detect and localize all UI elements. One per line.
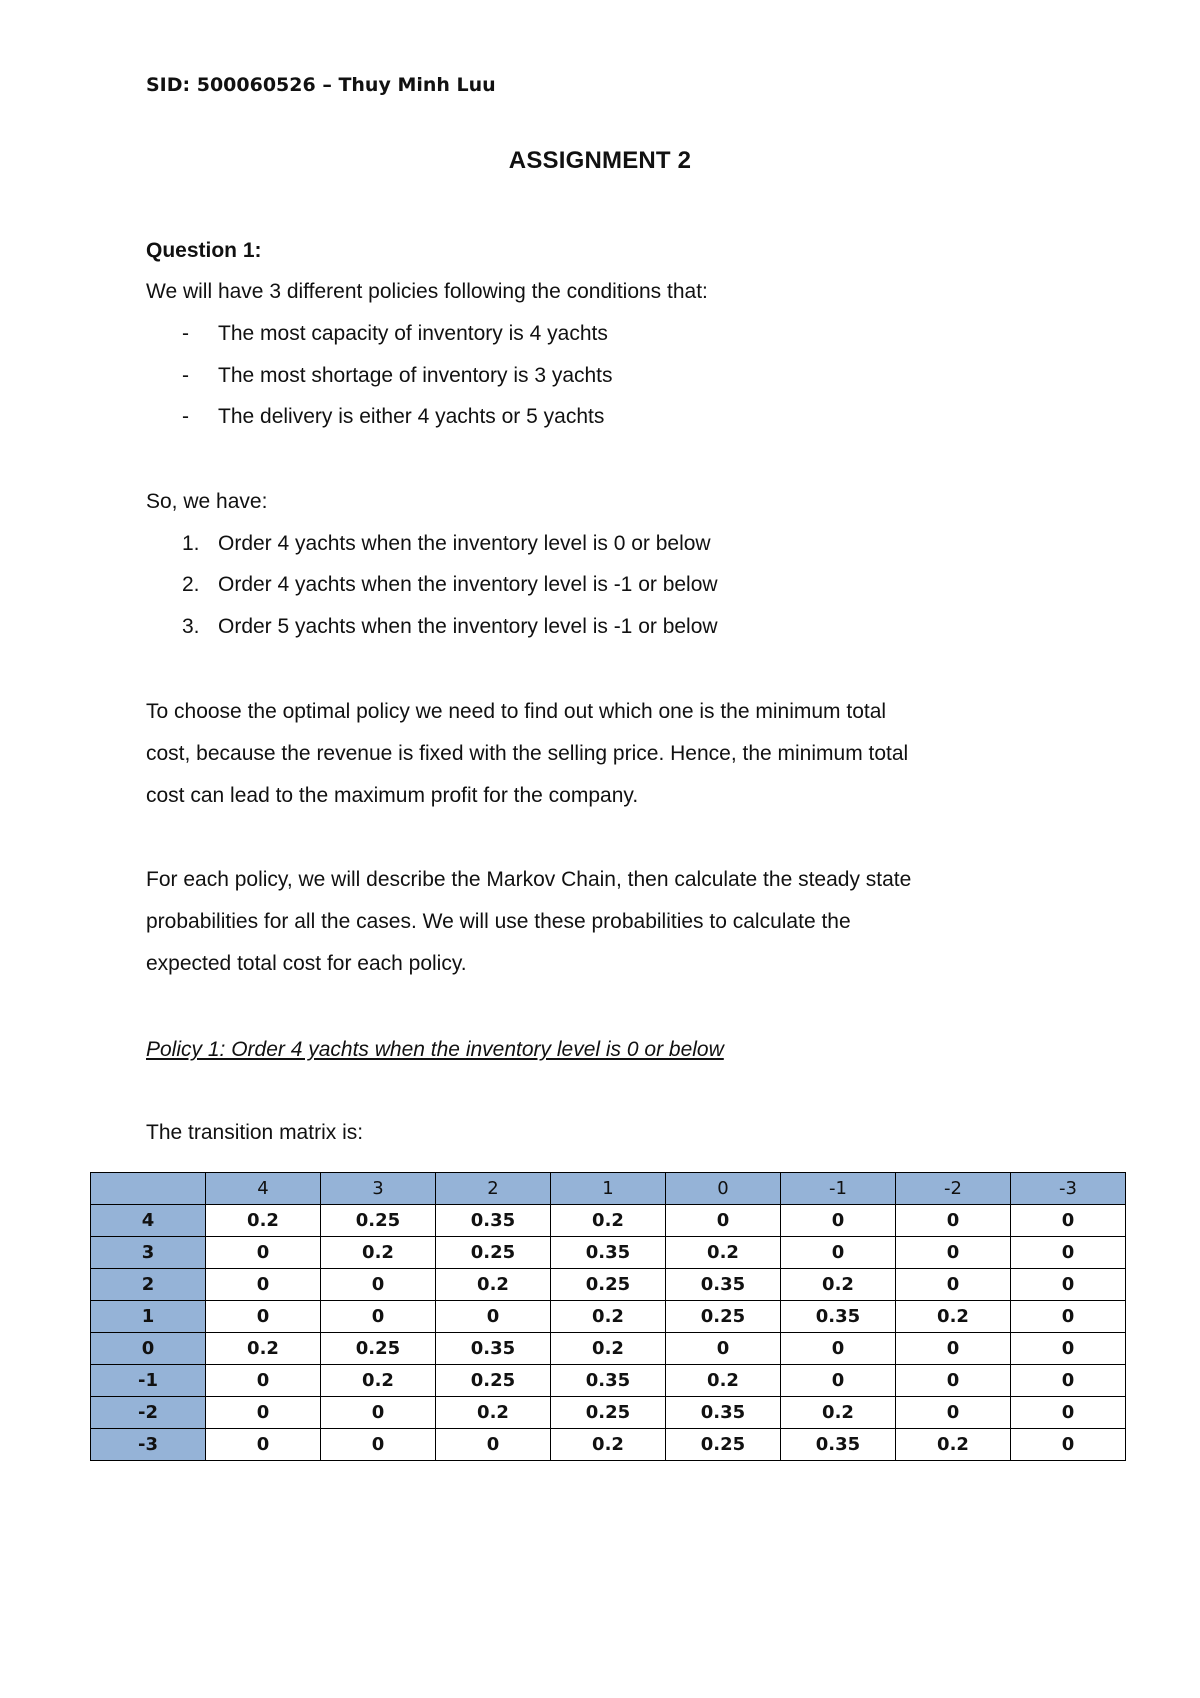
matrix-intro: The transition matrix is:	[146, 1121, 364, 1144]
matrix-column-header: 4	[206, 1173, 321, 1205]
matrix-cell: 0	[206, 1301, 321, 1333]
matrix-cell: 0.35	[666, 1397, 781, 1429]
matrix-cell: 0	[896, 1269, 1011, 1301]
policy-list-item	[182, 615, 718, 639]
list-number: 1.	[182, 532, 200, 555]
matrix-cell: 0.25	[436, 1237, 551, 1269]
document-title: ASSIGNMENT 2	[508, 147, 692, 174]
matrix-column-header: 1	[551, 1173, 666, 1205]
policy-text: Order 4 yachts when the inventory level is -1 or below	[218, 573, 718, 596]
question-heading: Question 1:	[146, 239, 262, 262]
matrix-cell: 0.2	[551, 1205, 666, 1237]
matrix-row-label: -2	[91, 1397, 206, 1429]
matrix-corner-cell	[91, 1173, 206, 1205]
matrix-row-label: 4	[91, 1205, 206, 1237]
matrix-header-row	[91, 1173, 1126, 1205]
matrix-cell: 0.2	[321, 1237, 436, 1269]
matrix-cell: 0.25	[666, 1429, 781, 1461]
matrix-row-label: 2	[91, 1269, 206, 1301]
paragraph-line: For each policy, we will describe the Markov Chain, then calculate the steady state	[146, 868, 912, 891]
matrix-cell: 0.2	[206, 1205, 321, 1237]
matrix-cell: 0.35	[551, 1365, 666, 1397]
matrix-cell: 0	[206, 1365, 321, 1397]
matrix-cell: 0.35	[666, 1269, 781, 1301]
matrix-cell: 0	[781, 1205, 896, 1237]
paragraph-line: cost, because the revenue is fixed with the selling price. Hence, the minimum total	[146, 742, 909, 765]
matrix-row-label: 1	[91, 1301, 206, 1333]
condition-item	[182, 364, 613, 388]
table-row	[91, 1269, 1126, 1301]
matrix-cell: 0.2	[666, 1365, 781, 1397]
list-number: 3.	[182, 615, 200, 638]
policy-1-heading: Policy 1: Order 4 yachts when the inventory level is 0 or below	[146, 1038, 724, 1061]
matrix-cell: 0.25	[666, 1301, 781, 1333]
matrix-cell: 0	[436, 1429, 551, 1461]
matrix-cell: 0	[896, 1333, 1011, 1365]
matrix-cell: 0.35	[781, 1301, 896, 1333]
table-row	[91, 1333, 1126, 1365]
condition-item	[182, 405, 604, 429]
matrix-cell: 0	[436, 1301, 551, 1333]
matrix-cell: 0.35	[551, 1237, 666, 1269]
matrix-cell: 0	[206, 1429, 321, 1461]
matrix-cell: 0.25	[551, 1269, 666, 1301]
matrix-row-label: -1	[91, 1365, 206, 1397]
matrix-cell: 0	[321, 1301, 436, 1333]
condition-text: The delivery is either 4 yachts or 5 yachts	[218, 405, 605, 428]
matrix-cell: 0	[1011, 1365, 1126, 1397]
matrix-cell: 0.25	[321, 1333, 436, 1365]
paragraph-line: expected total cost for each policy.	[146, 952, 467, 975]
matrix-cell: 0.2	[551, 1333, 666, 1365]
matrix-cell: 0.2	[206, 1333, 321, 1365]
table-row	[91, 1301, 1126, 1333]
matrix-cell: 0.2	[781, 1397, 896, 1429]
matrix-column-header: 3	[321, 1173, 436, 1205]
matrix-row-label: 3	[91, 1237, 206, 1269]
matrix-column-header: -1	[781, 1173, 896, 1205]
matrix-cell: 0	[781, 1237, 896, 1269]
matrix-cell: 0.35	[781, 1429, 896, 1461]
table-row	[91, 1205, 1126, 1237]
matrix-cell: 0	[666, 1333, 781, 1365]
matrix-cell: 0	[781, 1333, 896, 1365]
matrix-cell: 0.2	[666, 1237, 781, 1269]
matrix-cell: 0.2	[321, 1365, 436, 1397]
matrix-cell: 0.2	[896, 1301, 1011, 1333]
transition-matrix-table	[90, 1172, 1126, 1461]
matrix-cell: 0.35	[436, 1333, 551, 1365]
question-intro: We will have 3 different policies following the conditions that:	[146, 280, 708, 303]
paragraph-line: To choose the optimal policy we need to find out which one is the minimum total	[146, 700, 887, 723]
matrix-row-label: -3	[91, 1429, 206, 1461]
matrix-column-header: -3	[1011, 1173, 1126, 1205]
matrix-cell: 0	[1011, 1333, 1126, 1365]
condition-text: The most capacity of inventory is 4 yachts	[218, 322, 608, 345]
student-id-header: SID: 500060526 – Thuy Minh Luu	[146, 74, 496, 96]
matrix-cell: 0.2	[436, 1269, 551, 1301]
matrix-cell: 0	[896, 1365, 1011, 1397]
matrix-cell: 0.25	[436, 1365, 551, 1397]
policy-text: Order 5 yachts when the inventory level is -1 or below	[218, 615, 718, 638]
matrix-cell: 0	[1011, 1301, 1126, 1333]
matrix-cell: 0	[1011, 1429, 1126, 1461]
list-dash: -	[182, 364, 189, 387]
matrix-cell: 0	[321, 1269, 436, 1301]
table-row	[91, 1237, 1126, 1269]
matrix-cell: 0.2	[436, 1397, 551, 1429]
so-we-have-text: So, we have:	[146, 490, 268, 513]
table-row	[91, 1397, 1126, 1429]
matrix-cell: 0.25	[321, 1205, 436, 1237]
matrix-cell: 0	[896, 1397, 1011, 1429]
matrix-cell: 0.2	[551, 1429, 666, 1461]
matrix-cell: 0	[896, 1205, 1011, 1237]
list-number: 2.	[182, 573, 200, 596]
matrix-cell: 0	[206, 1269, 321, 1301]
matrix-cell: 0	[896, 1237, 1011, 1269]
matrix-cell: 0	[1011, 1269, 1126, 1301]
policy-list-item	[182, 532, 711, 556]
matrix-cell: 0	[666, 1205, 781, 1237]
matrix-cell: 0.2	[896, 1429, 1011, 1461]
list-dash: -	[182, 405, 189, 428]
table-row	[91, 1429, 1126, 1461]
matrix-cell: 0.25	[551, 1397, 666, 1429]
matrix-cell: 0	[321, 1429, 436, 1461]
policy-text: Order 4 yachts when the inventory level is 0 or below	[218, 532, 711, 555]
matrix-cell: 0	[1011, 1237, 1126, 1269]
matrix-column-header: -2	[896, 1173, 1011, 1205]
paragraph-line: probabilities for all the cases. We will use these probabilities to calculate the	[146, 910, 851, 933]
matrix-cell: 0	[781, 1365, 896, 1397]
paragraph-line: cost can lead to the maximum profit for the company.	[146, 784, 639, 807]
matrix-cell: 0	[206, 1397, 321, 1429]
condition-item	[182, 322, 608, 346]
table-row	[91, 1365, 1126, 1397]
condition-text: The most shortage of inventory is 3 yachts	[218, 364, 613, 387]
matrix-cell: 0	[321, 1397, 436, 1429]
matrix-cell: 0.2	[781, 1269, 896, 1301]
matrix-row-label: 0	[91, 1333, 206, 1365]
list-dash: -	[182, 322, 189, 345]
matrix-cell: 0	[206, 1237, 321, 1269]
policy-list-item	[182, 573, 718, 597]
matrix-cell: 0	[1011, 1205, 1126, 1237]
matrix-cell: 0.35	[436, 1205, 551, 1237]
matrix-cell: 0	[1011, 1397, 1126, 1429]
matrix-cell: 0.2	[551, 1301, 666, 1333]
matrix-column-header: 2	[436, 1173, 551, 1205]
matrix-column-header: 0	[666, 1173, 781, 1205]
